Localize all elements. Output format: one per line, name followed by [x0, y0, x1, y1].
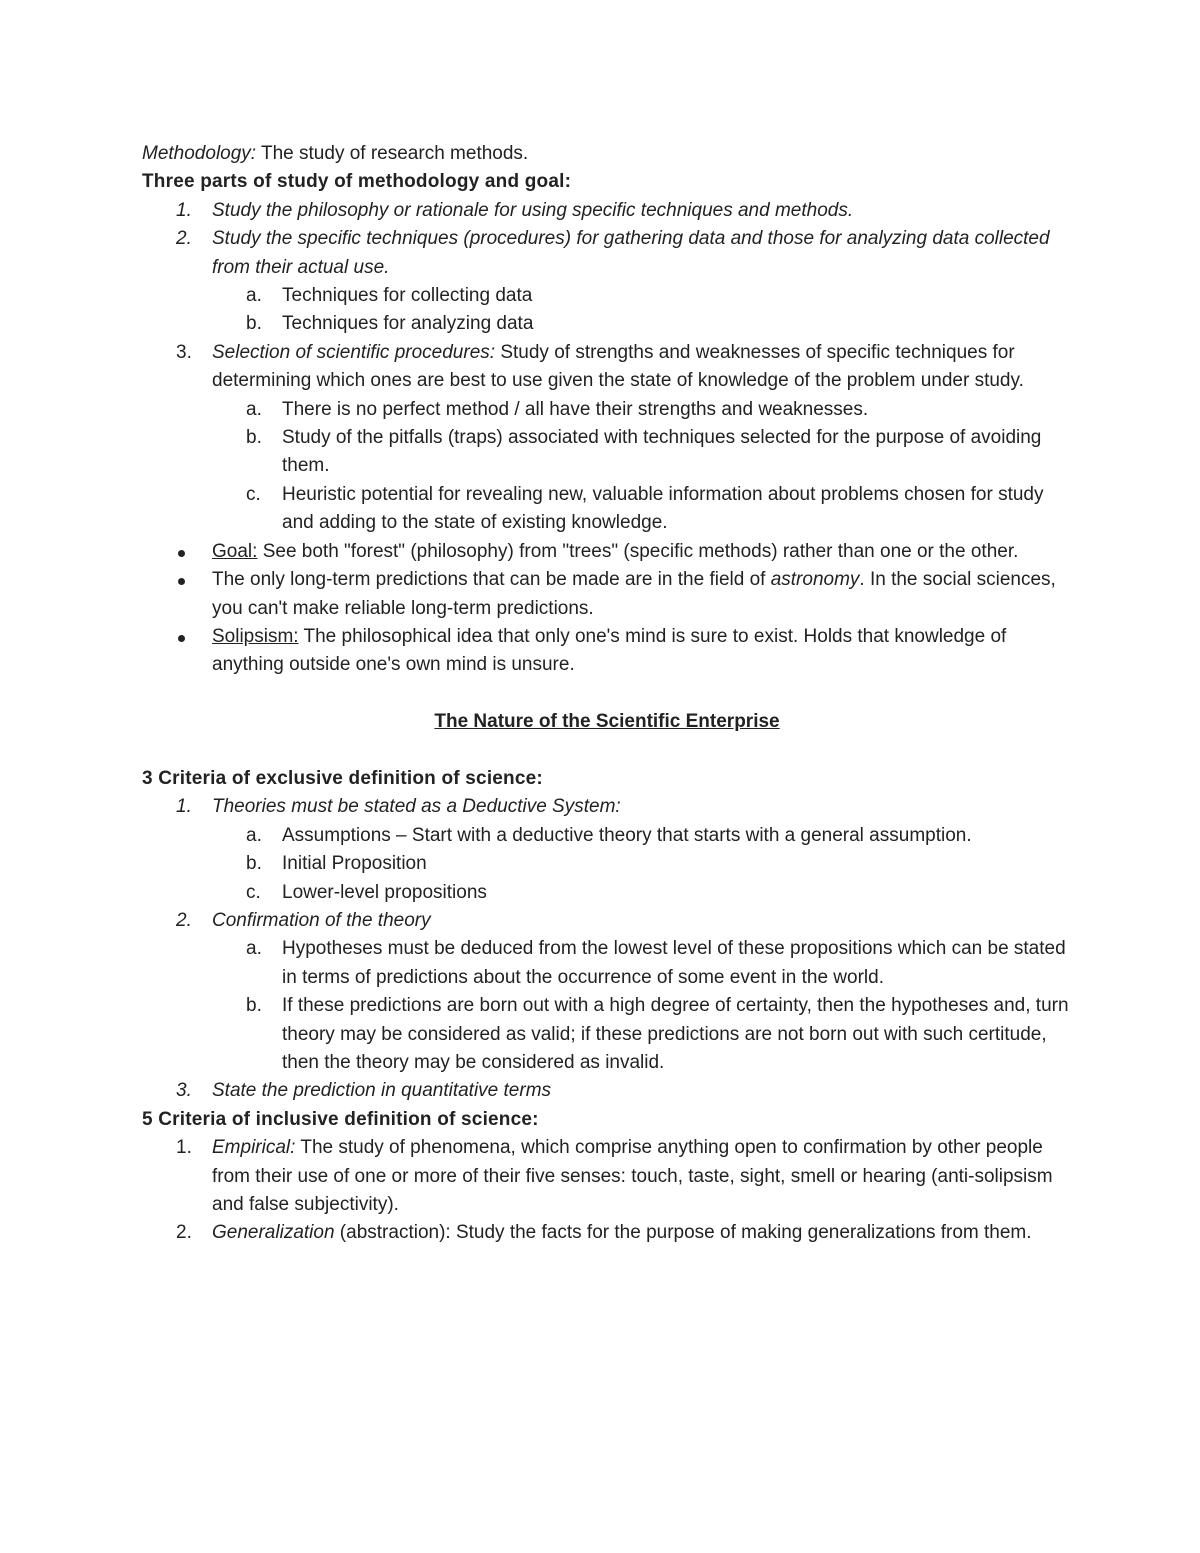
section-title: The Nature of the Scientific Enterprise	[434, 711, 780, 733]
sub-list-item: a. Techniques for collecting data	[246, 285, 533, 307]
list-item: 3. State the prediction in quantitative terms	[176, 1080, 552, 1102]
sub-list-item: b. Initial Proposition	[246, 853, 427, 875]
bullet-item: Solipsism: The philosophical idea that only one's mind is sure to exist. Holds that knowledge of anything outside one's own mind is unsure.	[142, 623, 1072, 680]
sub-list-item: c. Lower-level propositions	[246, 881, 487, 903]
sub-list-item: a. Assumptions – Start with a deductive theory that starts with a general assumption.	[246, 824, 972, 846]
list-item: 1. Study the philosophy or rationale for using specific techniques and methods.	[176, 199, 854, 221]
methodology-definition	[142, 140, 1072, 168]
exclusive-heading: 3 Criteria of exclusive definition of science:	[142, 767, 543, 789]
bullet-item: The only long-term predictions that can be made are in the field of astronomy. In the social sciences, you can't make reliable long-term predictions.	[142, 566, 1072, 623]
list-item: 2. Generalization (abstraction): Study the facts for the purpose of making generalizations from them.	[176, 1222, 1032, 1244]
definition: The study of research methods.	[256, 143, 529, 164]
list-item: 2. Confirmation of the theory	[176, 909, 431, 931]
document-body	[142, 140, 1072, 1248]
sub-list-item: a. There is no perfect method / all have their strengths and weaknesses.	[246, 398, 869, 420]
inclusive-heading: 5 Criteria of inclusive definition of science:	[142, 1108, 539, 1130]
list-item: 1. Empirical: The study of phenomena, which comprise anything open to confirmation by other people from their use of one or more of their five senses: touch, taste, sight, smell or hearing (anti-solipsism and false subjectivity).	[176, 1137, 1053, 1215]
list-item: 3. Selection of scientific procedures: Study of strengths and weaknesses of specific techniques for determining which ones are best to use given the state of knowledge of the problem under study.	[176, 341, 1024, 392]
sub-list-item: a. Hypotheses must be deduced from the lowest level of these propositions which can be stated in terms of predictions about the occurrence of some event in the world.	[246, 938, 1066, 988]
parts-heading: Three parts of study of methodology and goal:	[142, 171, 572, 193]
bullet-icon	[178, 578, 185, 585]
bullet-icon	[178, 635, 185, 642]
bullet-item: Goal: See both "forest" (philosophy) from "trees" (specific methods) rather than one or the other.	[142, 538, 1072, 566]
list-item: 1. Theories must be stated as a Deductive System:	[176, 796, 621, 818]
sub-list-item: b. If these predictions are born out with a high degree of certainty, then the hypotheses and, turn theory may be considered as valid; if these predictions are not born out with such certitude, then the theory may be considered as invalid.	[246, 995, 1069, 1073]
term: Methodology:	[142, 143, 257, 164]
sub-list-item: b. Study of the pitfalls (traps) associated with techniques selected for the purpose of avoiding them.	[246, 427, 1042, 477]
sub-list-item: c. Heuristic potential for revealing new, valuable information about problems chosen for study and adding to the state of existing knowledge.	[246, 483, 1044, 534]
list-item: 2. Study the specific techniques (procedures) for gathering data and those for analyzing data collected from their actual use.	[176, 228, 1050, 278]
bullet-icon	[178, 550, 185, 557]
sub-list-item: b. Techniques for analyzing data	[246, 313, 534, 335]
